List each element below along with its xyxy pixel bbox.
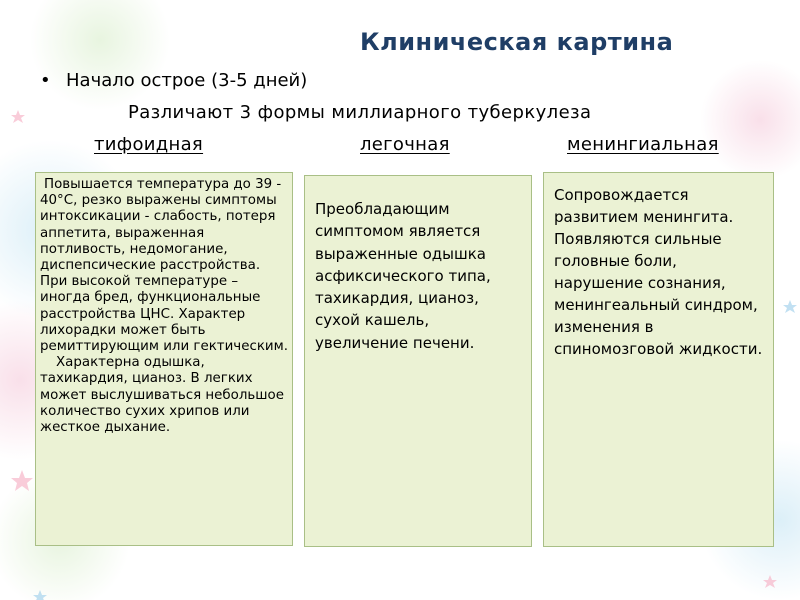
meningeal-text: Сопровождается развитием менингита. Появляются сильные головные боли, нарушение сознания, менингеальный синдром, изменения в спиномозговой жидкости. [554,186,763,358]
typhoid-form-box [35,172,293,546]
meningeal-form-box [543,172,774,547]
pulmonary-text: Преобладающим симптомом является выраженные одышка асфиксического типа, тахикардия, цианоз, сухой кашель, увеличение печени. [315,200,491,352]
typhoid-paragraph: Характерна одышка, тахикардия, цианоз. В легких может выслушиваться небольшое количество сухих хрипов или жесткое дыхание. [40,355,284,436]
bullet-text: Начало острое (3-5 дней) [66,70,308,91]
slide-subtitle: Различают 3 формы миллиарного туберкулеза [128,102,592,123]
pulmonary-form-box [304,175,532,547]
typhoid-paragraph: Повышается температура до 39 - 40°С, резко выражены симптомы интоксикации - слабость, потеря аппетита, выраженная потливость, недомогание, диспепсические расстройства. При высокой температуре – иногда бред, функциональные расстройства ЦНС. Характер лихорадки может быть ремиттирующим или гектическим. [40,177,288,355]
column-heading-typhoid: тифоидная [94,134,204,155]
slide-title: Клиническая картина [360,28,674,56]
bullet-item [40,70,307,91]
column-heading-meningeal: менингиальная [567,134,719,155]
decor-balloon [700,60,800,180]
column-heading-pulmonary: легочная [360,134,450,155]
decor-balloon [30,0,170,110]
bullet-dot-icon: • [40,70,51,91]
